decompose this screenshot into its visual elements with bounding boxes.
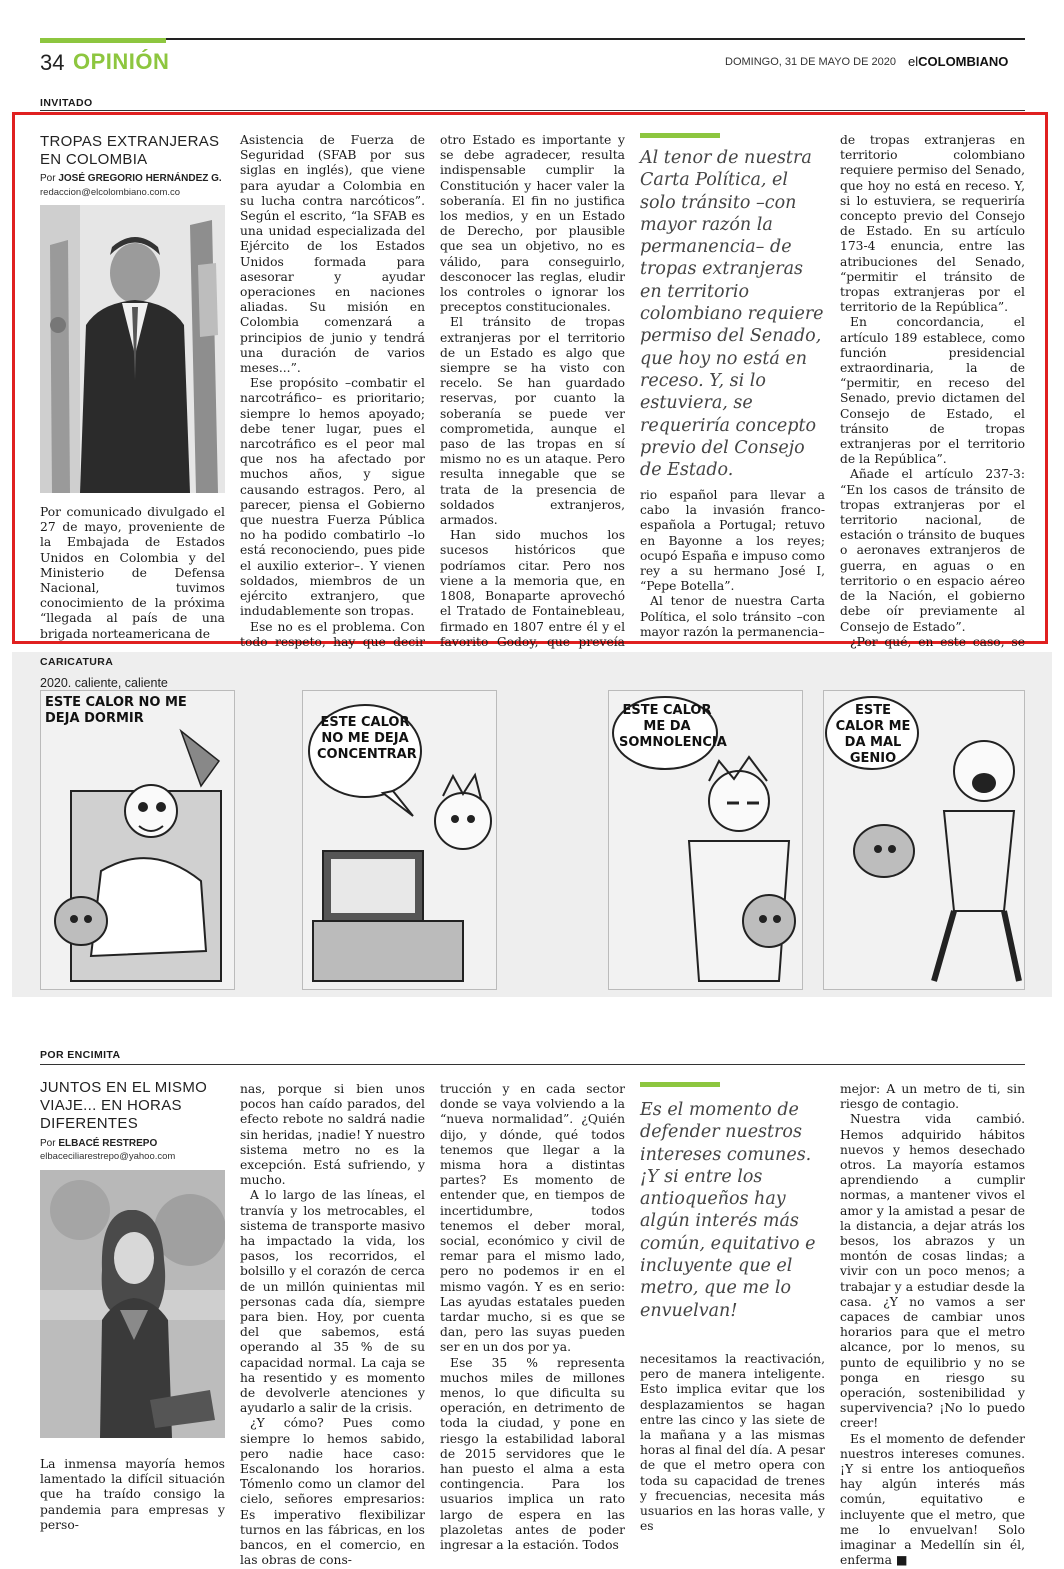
article-column-5 <box>840 133 1025 711</box>
paragraph: nas, porque si bien unos pocos han caído parados, del efecto rebote no saldrá nadie sin heridas, ¡nadie! Y nuestro sistema metro no es la excepción. Está sufriendo, y mucho. <box>240 1082 425 1188</box>
paragraph: necesitamos la reactivación, pero de manera inteligente. Esto implica evitar que los desplazamientos se hagan entre las cinco y las siete de la mañana y a las mismas horas al final del día. A pesar de que el metro opera con toda su capacidad de trenes y frecuencias, necesita más usuarios en las horas valle, y es <box>640 1352 825 1534</box>
article-title <box>40 1079 230 1133</box>
cartoon-panel-1 <box>40 690 235 990</box>
author-photo <box>40 205 225 493</box>
page-number: 34 <box>40 50 65 75</box>
brand-name: COLOMBIANO <box>918 54 1009 69</box>
speech-text-4: ESTE CALOR ME DA MAL GENIO <box>835 703 911 766</box>
author-name: ELBACÉ RESTREPO <box>58 1138 158 1149</box>
paragraph: Asistencia de Fuerza de Seguridad (SFAB por sus siglas en inglés), que viene para ayudar a Colombia en su lucha contra narcóticos”. Según el escrito, “la SFAB es una unidad especializada del Ejército de los Estados Unidos formada para asesorar y ayudar operaciones en naciones aliadas. Su misión en Colombia comenzará a principios de junio y tendrá una duración de varios meses...”. <box>240 133 425 376</box>
byline <box>40 173 222 184</box>
article-column-2 <box>240 1082 425 1569</box>
section-label-invitado: INVITADO <box>40 97 93 109</box>
cartoon-panel-3 <box>608 690 803 990</box>
paragraph: Ese no es el problema. Con todo respeto, hay que decir <box>240 619 425 649</box>
byline-prefix: Por <box>40 173 56 184</box>
paragraph: de tropas extranjeras en territorio colombiano requiere permiso del Senado, que hoy no está en receso. Y, si lo estuviera, se requeriría concepto previo del Consejo de Estado. En su artículo 173-4 enuncia, entre las atribuciones del Senado, “permitir el tránsito de tropas extranjeras por el territorio de la República”. <box>840 133 1025 315</box>
article-column-3 <box>440 1082 625 1553</box>
label-rule <box>40 1064 1025 1065</box>
paragraph: trucción y en cada sector donde se vaya volviendo a la “nueva normalidad”. ¿Quién dijo, y dónde, qué todos tenemos que llegar a la misma hora a distintas partes? Es momento de entender que, en tiempos de incertidumbre, todos tenemos el deber moral, social, económico y civil de remar para el mismo lado, pero no podemos ir en el mismo vagón. Y es en serio: Las ayudas estatales pueden tardar mucho, si es que se dan, pero las suyas pueden ser en un dos por ya. <box>440 1082 625 1355</box>
paragraph: A lo largo de las líneas, el tranvía y los metrocables, el sistema de transporte masivo ha impactado la vida, los pasos, los recorridos, el bolsillo y el corazón de cerca de un millón quinientas mil personas cada día, siempre para bien. Hoy, por cuenta del que sabemos, está operando al 35 % de su capacidad normal. La caja se ha resentido y es momento de devolverle atenciones y ayudarlo a salir de la crisis. <box>240 1188 425 1416</box>
title-line: TROPAS EXTRANJERAS <box>40 133 220 150</box>
author-name: JOSÉ GREGORIO HERNÁNDEZ G. <box>58 173 222 184</box>
article-column-1 <box>40 1457 225 1533</box>
pull-quote-accent <box>640 1082 720 1087</box>
pull-quote: Es el momento de defender nuestros intereses comunes. ¡Y si entre los antioqueños hay algún interés más común, equitativo e incluyente que el metro, que me lo envuelvan! <box>640 1100 816 1321</box>
edition-date: DOMINGO, 31 DE MAYO DE 2020 <box>725 56 896 68</box>
speech-text-3: ESTE CALOR ME DA SOMNOLENCIA <box>619 703 727 750</box>
paragraph <box>840 1432 1025 1569</box>
article-column-3 <box>440 133 625 680</box>
paragraph: Nuestra vida cambió. Hemos adquirido hábitos nuevos y hemos desechado otros. La mayoría estamos aprendiendo a cumplir normas, a mantener vivos el amor y la amistad a pesar de la distancia, a dejar atrás los besos, los abrazos y un montón de cosas lindas; a vivir con un poco menos; a trabajar y a estudiar desde la casa. ¿Y no vamos a ser capaces de cambiar unos horarios para que el metro alcance, por lo menos, su punto de equilibrio y no se ponga en riesgo su operación, sostenibilidad y supervivencia? ¡No lo puedo creer! <box>840 1112 1025 1431</box>
paragraph: Han sido muchos los sucesos históricos que podríamos citar. Pero nos viene a la memoria que, en 1808, Bonaparte aprovechó el Tratado de Fontainebleau, firmado en 1807 entre él y el favorito Godoy, que preveía <box>440 528 625 649</box>
author-photo <box>40 1170 225 1438</box>
pull-quote-accent <box>640 133 720 138</box>
title-line: EN COLOMBIA <box>40 151 148 168</box>
section-accent-bar <box>40 38 166 43</box>
paragraph: Ese propósito –combatir el narcotráfico– es prioritario; siempre lo hemos apoyado; debe tener lugar, pues el narcotráfico es el peor mal que nos ha afectado por muchos años, y sigue causando estragos. Pero, al parecer, piensa el Gobierno que nuestra Fuerza Pública no ha podido combatirlo –lo está reconociendo, pues pide el auxilio exterior–. Y vienen soldados, miembros de un ejército extranjero, que indudablemente son tropas. <box>240 376 425 619</box>
cartoon-caption: 2020. caliente, caliente <box>40 676 168 690</box>
article-title <box>40 133 230 169</box>
author-email: redaccion@elcolombiano.com.co <box>40 187 181 198</box>
end-mark: ■ <box>895 1553 908 1568</box>
cartoon-panel-4 <box>823 690 1025 990</box>
byline <box>40 1138 157 1149</box>
speech-text-1: ESTE CALOR NO ME DEJA DORMIR <box>45 695 187 726</box>
paragraph: Por comunicado divulgado el 27 de mayo, proveniente de la Embajada de Estados Unidos en Colombia y del Ministerio de Defensa Nacional, tuvimos conocimiento de la próxima “llegada al país de una brigada norteamericana de <box>40 505 225 641</box>
article-column-2 <box>240 133 425 665</box>
article-column-1 <box>40 505 225 642</box>
paragraph: Añade el artículo 237-3: “En los casos de tránsito de tropas extranjeras por el territorio nacional, de estación o tránsito de buques o aeronaves extranjeros de guerra, en aguas o en territorio o en espacio aéreo de la Nación, el gobierno debe oír previamente al Consejo de Estado”. <box>840 467 1025 634</box>
paragraph: Al tenor de nuestra Carta Política, el solo tránsito –con mayor razón la permanencia– <box>640 594 825 639</box>
cartoon-panel-2 <box>302 690 497 990</box>
title-line: VIAJE... EN HORAS <box>40 1097 182 1114</box>
author-email: elbaceciliarestrepo@yahoo.com <box>40 1151 176 1162</box>
section-title: OPINIÓN <box>73 49 170 74</box>
brand-prefix: el <box>908 54 919 69</box>
title-line: DIFERENTES <box>40 1115 139 1132</box>
section-label-caricatura: CARICATURA <box>40 656 114 668</box>
paragraph: El tránsito de tropas extranjeras por el territorio de un Estado es algo que siempre se ha visto con recelo. Se han guardado reservas, por cuanto la soberanía se puede ver comprometida, aunque el paso de las tropas en sí mismo no es un ataque. Pero resulta innegable que se trata de la presencia de soldados extranjeros, armados. <box>440 315 625 528</box>
paragraph: Ese 35 % representa muchos miles de millones menos, lo que dificulta su operación, en detrimento de toda la ciudad, y pone en riesgo la estabilidad laboral de 2015 servidores que le han puesto el alma a esta contingencia. Para los usuarios implica un rato largo de espera en las plazoletas antes de poder ingresar a la estación. Todos <box>440 1355 625 1553</box>
pull-quote: Al tenor de nuestra Carta Política, el solo tránsito –con mayor razón la permanencia– de tropas extranjeras en territorio colombiano requiere permiso del Senado, que hoy no está en receso. Y, si lo estuviera, se requeriría concepto previo del Consejo de Estado. <box>640 148 824 481</box>
newspaper-brand <box>908 54 1008 69</box>
cartoon-strip <box>40 690 1025 990</box>
paragraph: En concordancia, el artículo 189 establece, como función presidencial extraordinaria, la de “permitir, en receso del Senado, previo dictamen del Consejo de Estado, el tránsito de tropas extranjeras por el territorio de la República”. <box>840 315 1025 467</box>
paragraph-text: Es el momento de defender nuestros intereses comunes. ¡Y si entre los antioqueños hay algún interés más común, equitativo e incluyente que el metro, que me lo envuelvan! Solo imaginar a Medellín sin él, enferma <box>840 1431 1025 1568</box>
article-column-4 <box>640 488 825 640</box>
paragraph: otro Estado es importante y se debe agradecer, resulta indispensable cumplir la Constitución y hacer valer la soberanía. El fin no justifica los medios, y en un Estado de Derecho, por plausible que sea un objetivo, no es válido, para conseguirlo, desconocer las reglas, eludir los controles o ignorar los preceptos constitucionales. <box>440 133 625 315</box>
speech-text-2: ESTE CALOR NO ME DEJA CONCENTRAR <box>317 715 417 762</box>
paragraph: rio español para llevar a cabo la invasión franco-española a Portugal; retuvo en Bayonne a los reyes; ocupó España e impuso como rey a su hermano José I, “Pepe Botella”. <box>640 488 825 594</box>
byline-prefix: Por <box>40 1138 56 1149</box>
section-label-por-encimita: POR ENCIMITA <box>40 1049 121 1061</box>
title-line: JUNTOS EN EL MISMO <box>40 1079 208 1096</box>
article-column-5 <box>840 1082 1025 1569</box>
paragraph: ¿Y cómo? Pues como siempre lo hemos sabido, pero nadie hace caso: Escalonando los horarios. Tómenlo como un clamor del cielo, señores empresarios: Es imperativo flexibilizar turnos en las fábricas, en los bancos, en el comercio, en las obras de cons- <box>240 1416 425 1568</box>
label-rule <box>40 110 1025 111</box>
paragraph: La inmensa mayoría hemos lamentado la difícil situación que ha traído consigo la pandemia para empresas y perso- <box>40 1457 225 1532</box>
article-column-4 <box>640 1352 825 1534</box>
paragraph-text: ¿Por qué, en este caso, se <box>850 634 1025 649</box>
header-rule <box>40 38 1025 40</box>
paragraph: mejor: A un metro de ti, sin riesgo de contagio. <box>840 1082 1025 1112</box>
